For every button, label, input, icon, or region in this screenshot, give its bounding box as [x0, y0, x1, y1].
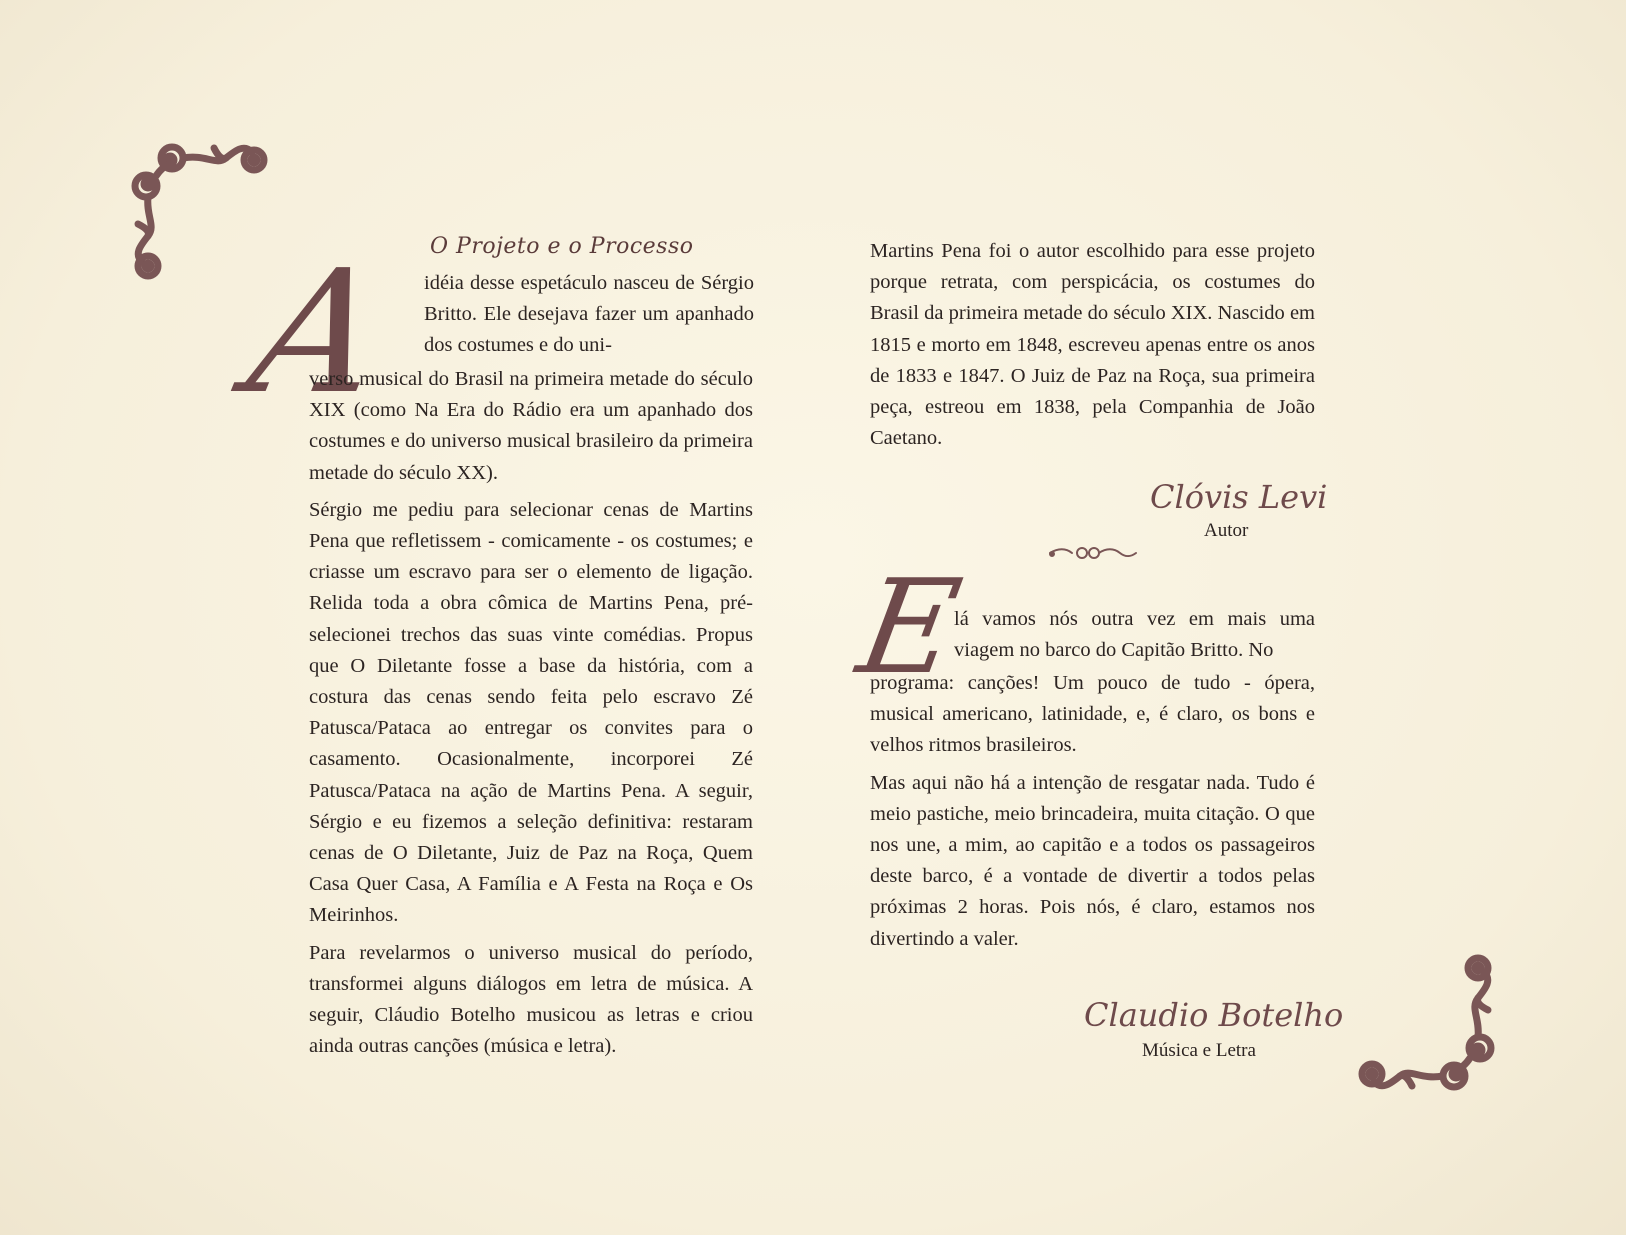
- intro-text: idéia desse espetáculo nasceu de Sérgio Britto. Ele desejava fazer um apanhado dos costumes e do uni-: [424, 272, 754, 357]
- intro-paragraph: [424, 268, 754, 368]
- body-text: [309, 364, 753, 1068]
- signature: Clóvis Levi: [1150, 478, 1328, 516]
- paragraph: verso musical do Brasil na primeira metade do século XIX (como Na Era do Rádio era um apanhado dos costumes e do universo musical brasileiro da primeira metade do século XX).: [309, 368, 753, 484]
- intro-paragraph: [954, 604, 1315, 672]
- corner-flourish-icon: [126, 136, 276, 286]
- drop-cap: A: [234, 234, 400, 432]
- corner-flourish-icon: [1350, 948, 1500, 1098]
- paragraph: Para revelarmos o universo musical do período, transformei alguns diálogos em letra de música. A seguir, Cláudio Botelho musicou as letras e criou ainda outras canções (música e letra).: [309, 941, 753, 1058]
- body-text: [870, 236, 1315, 460]
- paragraph: Martins Pena foi o autor escolhido para esse projeto porque retrata, com perspicácia, os costumes do Brasil da primeira metade do século XIX. Nascido em 1815 e morto em 1848, escreveu apenas entre os anos de 1833 e 1847. O Juiz de Paz na Roça, sua primeira peça, estreou em 1838, pela Companhia de João Caetano.: [870, 240, 1315, 450]
- section-title: O Projeto e o Processo: [430, 234, 694, 259]
- role-label: Música e Letra: [1142, 1040, 1256, 1061]
- intro-text: lá vamos nós outra vez em mais uma viagem no barco do Capitão Britto. No: [954, 608, 1315, 662]
- body-text: [870, 668, 1315, 961]
- drop-cap: E: [848, 551, 971, 703]
- role-label: Autor: [1204, 520, 1249, 541]
- paragraph: Sérgio me pediu para selecionar cenas de Martins Pena que refletissem - comicamente - os costumes; e criasse um escravo para ser o elemento de ligação. Relida toda a obra cômica de Martins Pena, pré-selecionei trechos das suas vinte comédias. Propus que O Diletante fosse a base da história, com a costura das cenas sendo feita pelo escravo Zé Patusca/Pataca ao entregar os convites para o casamento. Ocasionalmente, incorporei Zé Patusca/Pataca na ação de Martins Pena. A seguir, Sérgio e eu fizemos a seleção definitiva: restaram cenas de O Diletante, Juiz de Paz na Roça, Quem Casa Quer Casa, A Família e A Festa na Roça e Os Meirinhos.: [309, 498, 753, 927]
- divider-flourish-icon: [1048, 544, 1138, 562]
- signature: Claudio Botelho: [1084, 996, 1344, 1034]
- paragraph: Mas aqui não há a intenção de resgatar nada. Tudo é meio pastiche, meio brincadeira, muita citação. O que nos une, a mim, ao capitão e a todos os passageiros deste barco, é a vontade de divertir a todos pelas próximas 2 horas. Pois nós, é claro, estamos nos divertindo a valer.: [870, 771, 1315, 950]
- paragraph: programa: canções! Um pouco de tudo - ópera, musical americano, latinidade, e, é claro, os bons e velhos ritmos brasileiros.: [870, 672, 1315, 757]
